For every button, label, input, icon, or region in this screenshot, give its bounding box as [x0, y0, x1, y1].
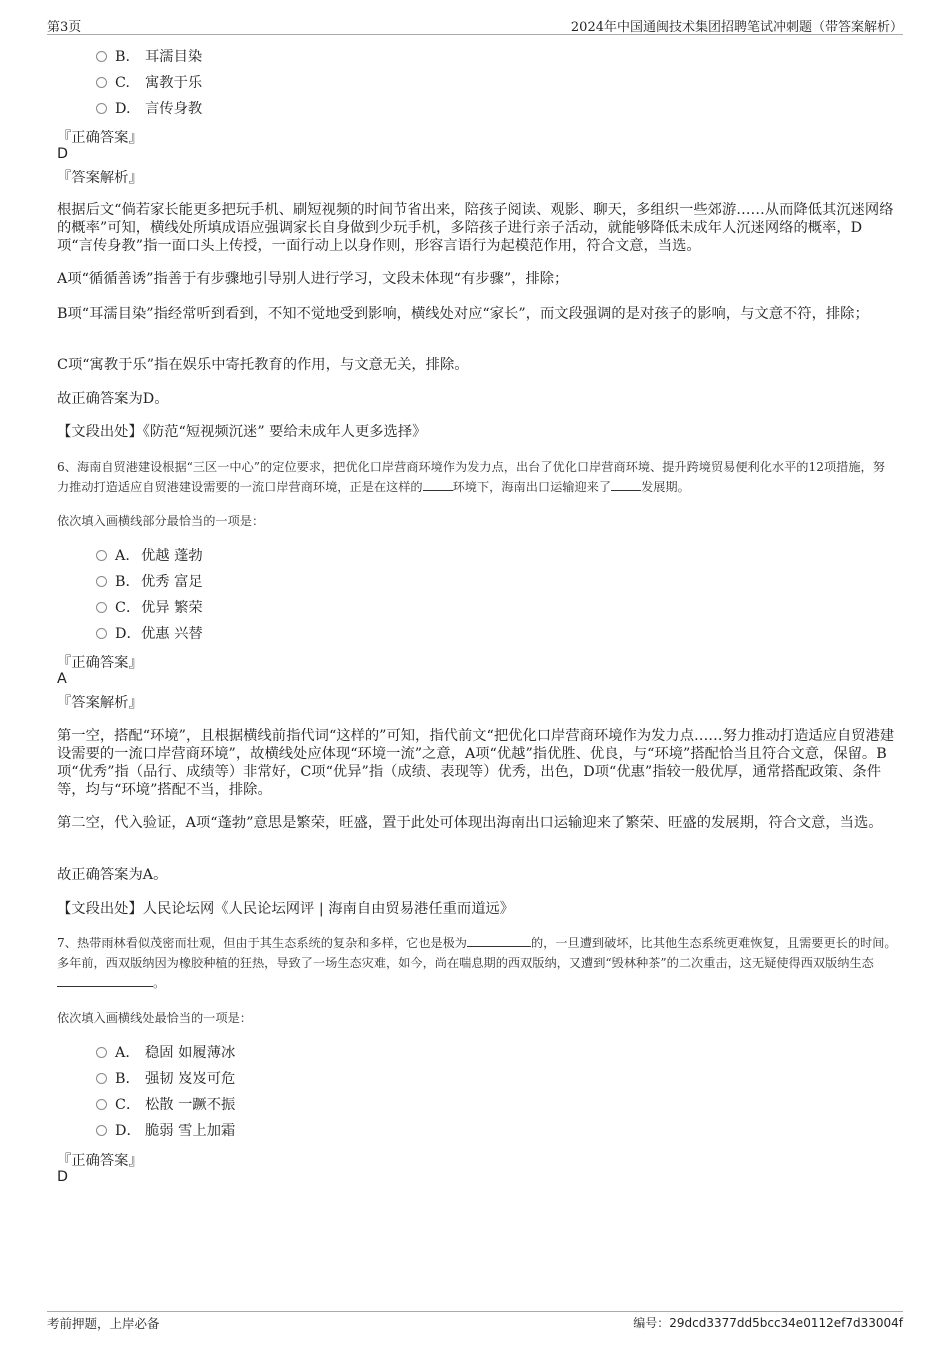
option-text: 脆弱 雪上加霜 [145, 1123, 236, 1139]
radio-icon[interactable] [96, 1047, 107, 1058]
radio-icon[interactable] [96, 51, 107, 62]
radio-icon[interactable] [96, 103, 107, 114]
radio-icon[interactable] [96, 1099, 107, 1110]
radio-icon[interactable] [96, 602, 107, 613]
radio-icon[interactable] [96, 1073, 107, 1084]
page-footer [47, 1311, 903, 1331]
q6-source: 【文段出处】人民论坛网《人民论坛网评 | 海南自由贸易港任重而道远》 [57, 901, 515, 917]
q5-option-d[interactable]: D. 言传身教 [96, 99, 202, 119]
page-number: 第3页 [47, 20, 82, 35]
blank-line [423, 478, 453, 491]
q6-option-b[interactable]: B．优秀 富足 [96, 572, 203, 592]
radio-icon[interactable] [96, 628, 107, 639]
q6-option-d[interactable]: D．优惠 兴替 [96, 624, 203, 644]
q5-analysis-p2: A项“循循善诱”指善于有步骤地引导别人进行学习，文段未体现“有步骤”，排除； [57, 271, 569, 287]
footer-slogan: 考前押题，上岸必备 [47, 1316, 160, 1331]
q6-analysis-p3: 故正确答案为A。 [57, 867, 168, 883]
option-text: 言传身教 [145, 101, 203, 117]
blank-line [611, 478, 641, 491]
q5-analysis-p3: B项“耳濡目染”指经常听到看到，不知不觉地受到影响，横线处对应“家长”，而文段强调的是对孩子的影响，与文意不符，排除； [57, 306, 869, 322]
q5-analysis-p1: 根据后文“倘若家长能更多把玩手机、刷短视频的时间节省出来，陪孩子阅读、观影、聊天，多组织一些郊游……从而降低其沉迷网络的概率”可知，横线处所填成语应强调家长自身做到少玩手机，多陪孩子进行亲子活动，就能够降低未成年人沉迷网络的概率，D项“言传身教”指一面口头上传授，一面行动上以身作则，形容言语行为起模范作用，符合文意，当选。 [57, 202, 894, 254]
q5-source: 【文段出处】《防范“短视频沉迷” 要给未成年人更多选择》 [57, 424, 427, 440]
q7-answer: D [57, 1169, 69, 1185]
option-text: 优异 繁荣 [141, 600, 203, 616]
radio-icon[interactable] [96, 77, 107, 88]
option-text: 寓教于乐 [145, 75, 203, 91]
option-text: 耳濡目染 [145, 49, 203, 65]
q7-answer-label: 『正确答案』 [57, 1153, 143, 1169]
q7-option-a[interactable]: A． 稳固 如履薄冰 [96, 1043, 235, 1063]
q7-instruction: 依次填入画横线处最恰当的一项是： [57, 1011, 252, 1025]
q6-option-a[interactable]: A．优越 蓬勃 [96, 546, 203, 566]
q6-answer: A [57, 671, 67, 687]
q5-analysis-p4: C项“寓教于乐”指在娱乐中寄托教育的作用，与文意无关，排除。 [57, 357, 469, 373]
q7-option-d[interactable]: D． 脆弱 雪上加霜 [96, 1121, 235, 1141]
q7-stem: 7、热带雨林看似茂密而壮观，但由于其生态系统的复杂和多样，它也是极为 的，一旦遭到破坏，比其他生态系统更难恢复，且需要更长的时间。多年前，西双版纳因为橡胶种植的狂热，导致了一场生态灾难，如今，尚在喘息期的西双版纳，又遭到“毁林种茶”的二次重击，这无疑使得西双版纳生态。 [57, 936, 897, 990]
q6-option-c[interactable]: C．优异 繁荣 [96, 598, 203, 618]
option-text: 优越 蓬勃 [141, 548, 203, 564]
option-text: 稳固 如履薄冰 [145, 1045, 236, 1061]
radio-icon[interactable] [96, 576, 107, 587]
q5-option-b[interactable]: B. 耳濡目染 [96, 47, 202, 67]
document-code: 编号：29dcd3377dd5bcc34e0112ef7d33004f [633, 1316, 903, 1330]
option-text: 强韧 岌岌可危 [145, 1071, 236, 1087]
option-text: 优秀 富足 [141, 574, 203, 590]
option-text: 优惠 兴替 [141, 626, 203, 642]
q6-analysis-p1: 第一空，搭配“环境”，且根据横线前指代词“这样的”可知，指代前文“把优化口岸营商环境作为发力点……努力推动打造适应自贸港建设需要的一流口岸营商环境”，故横线处应体现“环境一流”之意，A项“优越”指优胜、优良，与“环境”搭配恰当且符合文意，保留。B项“优秀”指（品行、成绩等）非常好，C项“优异”指（成绩、表现等）优秀，出色，D项“优惠”指较一般优厚，通常搭配政策、条件等，均与“环境”搭配不当，排除。 [57, 728, 895, 798]
page-header [47, 14, 903, 35]
blank-line [57, 974, 153, 987]
document-title: 2024年中国通闽技术集团招聘笔试冲刺题（带答案解析） [570, 20, 903, 35]
radio-icon[interactable] [96, 550, 107, 561]
q6-analysis-p2: 第二空，代入验证，A项“蓬勃”意思是繁荣，旺盛，置于此处可体现出海南出口运输迎来了繁荣、旺盛的发展期，符合文意，当选。 [57, 815, 883, 831]
q6-answer-label: 『正确答案』 [57, 655, 143, 671]
q5-analysis-p5: 故正确答案为D。 [57, 391, 169, 407]
q6-instruction: 依次填入画横线部分最恰当的一项是： [57, 514, 265, 528]
q5-answer-label: 『正确答案』 [57, 130, 143, 146]
radio-icon[interactable] [96, 1125, 107, 1136]
q6-stem: 6、海南自贸港建设根据“三区一中心”的定位要求，把优化口岸营商环境作为发力点，出台了优化口岸营商环境、提升跨境贸易便利化水平的12项措施，努力推动打造适应自贸港建设需要的一流口岸营商环境，正是在这样的 环境下，海南出口运输迎来了 发展期。 [57, 460, 885, 494]
q6-analysis-label: 『答案解析』 [57, 695, 143, 711]
blank-line [467, 934, 531, 947]
q5-option-c[interactable]: C. 寓教于乐 [96, 73, 202, 93]
q7-option-c[interactable]: C． 松散 一蹶不振 [96, 1095, 235, 1115]
q5-analysis-label: 『答案解析』 [57, 170, 143, 186]
q7-option-b[interactable]: B． 强韧 岌岌可危 [96, 1069, 235, 1089]
option-text: 松散 一蹶不振 [145, 1097, 236, 1113]
q5-answer: D [57, 146, 69, 162]
